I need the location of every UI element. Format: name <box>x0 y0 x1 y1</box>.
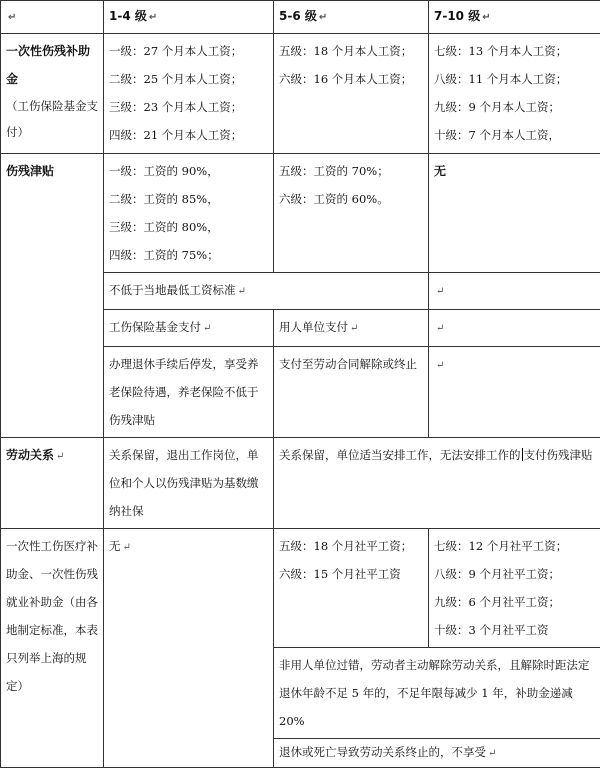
one-time-grade-5-6: 五级：18 个月本人工资； 六级：16 个月本人工资； <box>274 34 429 154</box>
labor-label: 劳动关系 ↵ <box>1 438 104 529</box>
allowance-label: 伤残津贴 <box>1 154 104 438</box>
one-time-subsidy-label: 一次性伤残补助金 （工伤保险基金支付） <box>1 34 104 154</box>
allowance-minimum: 不低于当地最低工资标准 ↵ <box>104 273 429 310</box>
text-cursor <box>522 448 523 461</box>
subsidy-reduction-rule: 非用人单位过错，劳动者主动解除劳动关系，且解除时距法定退休年龄不足 5 年的，不足年限每减少 1 年，补助金递减 20% <box>274 648 600 739</box>
row-allowance <box>1 154 600 273</box>
subsidy-grade-5-6: 五级：18 个月社平工资； 六级：15 个月社平工资 <box>274 529 429 648</box>
one-time-grade-1-4: 一级：27 个月本人工资； 二级：25 个月本人工资； 三级：23 个月本人工资； 四级：21 个月本人工资； <box>104 34 274 154</box>
allowance-grade-5-6: 五级：工资的 70%； 六级：工资的 60%。 <box>274 154 429 273</box>
header-row <box>1 1 600 34</box>
header-grade-1-4: 1-4 级 ↵ <box>104 1 274 34</box>
allowance-grade-7-10: 无 <box>429 154 600 273</box>
subsidy-label: 一次性工伤医疗补助金、一次性伤残就业补助金（由各地制定标准，本表只列举上海的规定） <box>1 529 104 768</box>
row-medical-employment-subsidy <box>1 529 600 648</box>
row-one-time-subsidy <box>1 34 600 154</box>
allowance-retirement-5-6: 支付至劳动合同解除或终止 <box>274 347 429 438</box>
header-grade-5-6: 5-6 级 ↵ <box>274 1 429 34</box>
allowance-payer-employer: 用人单位支付 ↵ <box>274 310 429 347</box>
header-empty-cell: ↵ <box>1 1 104 34</box>
allowance-payer-fund: 工伤保险基金支付 ↵ <box>104 310 274 347</box>
labor-grade-1-4: 关系保留，退出工作岗位，单位和个人以伤残津贴为基数缴纳社保 <box>104 438 274 529</box>
subsidy-grade-1-4: 无 ↵ <box>104 529 274 768</box>
allowance-payer-empty: ↵ <box>429 310 600 347</box>
allowance-retirement-empty: ↵ <box>429 347 600 438</box>
subsidy-termination-rule: 退休或死亡导致劳动关系终止的，不享受 ↵ <box>274 739 600 768</box>
subsidy-grade-7-10: 七级：12 个月社平工资； 八级：9 个月社平工资； 九级：6 个月社平工资； 十级：3 个月社平工资 <box>429 529 600 648</box>
row-labor-relationship <box>1 438 600 529</box>
one-time-grade-7-10: 七级：13 个月本人工资； 八级：11 个月本人工资； 九级：9 个月本人工资； 十级：7 个月本人工资， <box>429 34 600 154</box>
labor-grade-5-10: 关系保留，单位适当安排工作，无法安排工作的 支付伤残津贴 <box>274 438 600 529</box>
allowance-retirement-1-4: 办理退休手续后停发，享受养老保险待遇，养老保险不低于伤残津贴 <box>104 347 274 438</box>
allowance-grade-1-4: 一级：工资的 90%， 二级：工资的 85%， 三级：工资的 80%， 四级：工资的 75%； <box>104 154 274 273</box>
header-grade-7-10: 7-10 级 ↵ <box>429 1 600 34</box>
allowance-minimum-empty: ↵ <box>429 273 600 310</box>
